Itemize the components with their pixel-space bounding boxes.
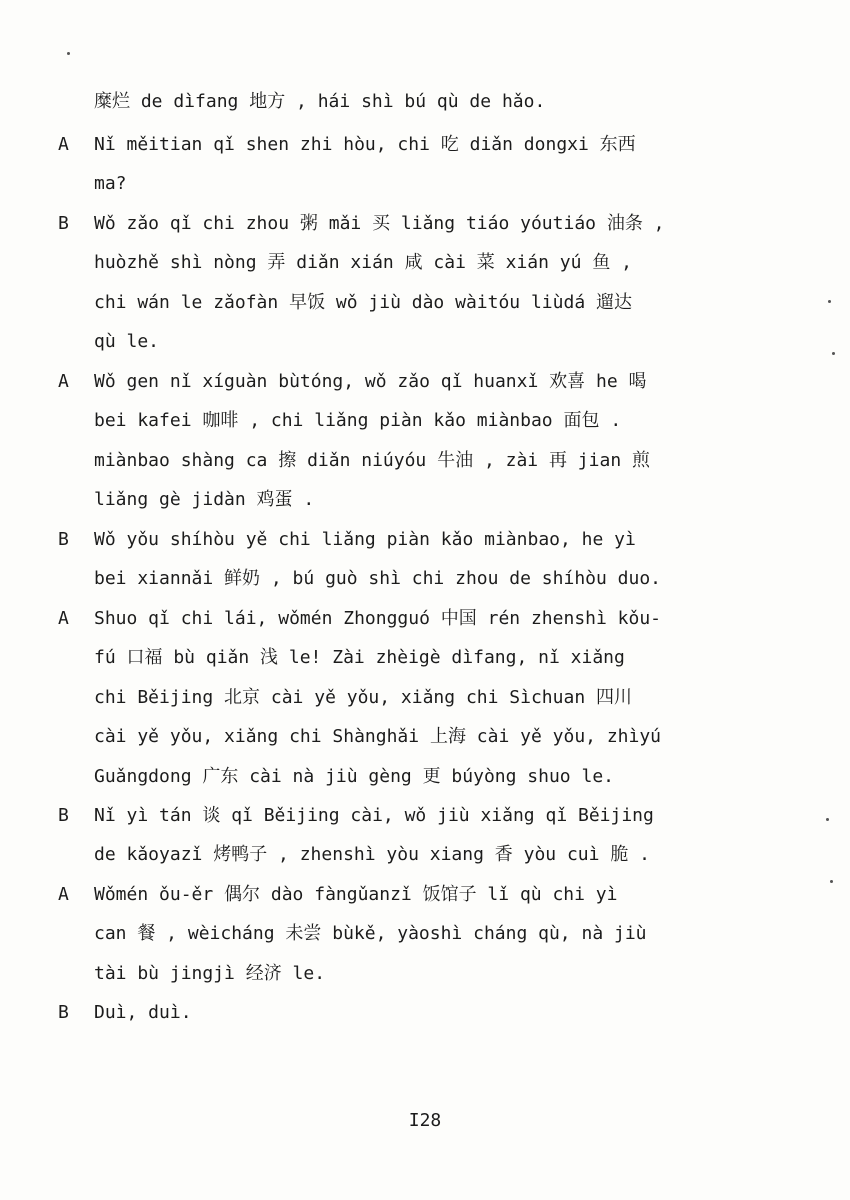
dialogue-line-5 [58,599,758,796]
speaker-label: B [58,805,69,826]
dialogue-line-6 [58,796,758,875]
text-line: Wǒ yǒu shíhòu yě chi liǎng piàn kǎo miànbao, he yì [94,529,636,550]
scan-speck [832,352,835,355]
text-line: ma? [94,173,127,195]
dialogue-line-4 [58,520,758,599]
scan-speck [828,300,831,303]
text-line: miànbao shàng ca 擦 diǎn niúyóu 牛油 , zài 再 jian 煎 [94,449,650,471]
text-line: Shuo qǐ chi lái, wǒmén Zhongguó 中国 rén zhenshì kǒu- [94,608,662,629]
text-line: tài bù jingjì 经济 le. [94,962,326,984]
speaker-label: A [58,608,69,629]
dialogue-line-1 [58,125,758,204]
speaker-label: B [58,213,69,234]
speaker-label: B [58,1002,69,1023]
text-line: Duì, duì. [94,1002,192,1023]
text-line: Guǎngdong 广东 cài nà jiù gèng 更 búyòng shuo le. [94,765,614,787]
text-line: de kǎoyazǐ 烤鸭子 , zhenshì yòu xiang 香 yòu cuì 脆 . [94,844,650,866]
text-line: can 餐 , wèicháng 未尝 bùkě, yàoshì cháng qù, nà jiù [94,923,647,945]
text-line: fú 口福 bù qiǎn 浅 le! Zài zhèigè dìfang, nǐ xiǎng [94,647,625,669]
text-line: 糜烂 de dìfang 地方 , hái shì bú qù de hǎo. [94,91,546,112]
text-line: huòzhě shì nòng 弄 diǎn xián 咸 cài 菜 xián yú 鱼 , [94,252,632,274]
text-line: liǎng gè jidàn 鸡蛋 . [94,489,315,511]
dialogue-line-8 [58,993,758,1032]
dialogue-line-3 [58,362,758,520]
scan-speck [826,818,829,821]
text-line: Wǒmén ǒu-ěr 偶尔 dào fàngǔanzǐ 饭馆子 lǐ qù chi yì [94,884,618,905]
text-line: Nǐ yì tán 谈 qǐ Běijing cài, wǒ jiù xiǎng qǐ Běijing [94,805,654,826]
text-line: cài yě yǒu, xiǎng chi Shànghǎi 上海 cài yě yǒu, zhìyú [94,726,662,748]
page-number: I28 [408,1110,442,1131]
dialogue-line-7 [58,875,758,993]
scan-speck [830,880,833,883]
text-line: qù le. [94,331,160,353]
scan-speck [67,52,70,55]
speaker-label: A [58,134,69,155]
text-line: bei kafei 咖啡 , chi liǎng piàn kǎo miànbao 面包 . [94,410,622,432]
text-line: chi wán le zǎofàn 早饭 wǒ jiù dào wàitóu liùdá 遛达 [94,291,632,313]
dialogue-line-0 [58,82,758,121]
text-line: Wǒ gen nǐ xíguàn bùtóng, wǒ zǎo qǐ huanxǐ 欢喜 he 喝 [94,371,647,392]
text-line: Wǒ zǎo qǐ chi zhou 粥 mǎi 买 liǎng tiáo yóutiáo 油条 , [94,213,665,234]
speaker-label: B [58,529,69,550]
speaker-label: A [58,884,69,905]
text-line: bei xiannǎi 鲜奶 , bú guò shì chi zhou de shíhòu duo. [94,568,662,590]
speaker-label: A [58,371,69,392]
dialogue-line-2 [58,204,758,362]
text-line: chi Běijing 北京 cài yě yǒu, xiǎng chi Sìchuan 四川 [94,686,632,708]
text-line: Nǐ měitian qǐ shen zhi hòu, chi 吃 diǎn dongxi 东西 [94,134,636,155]
